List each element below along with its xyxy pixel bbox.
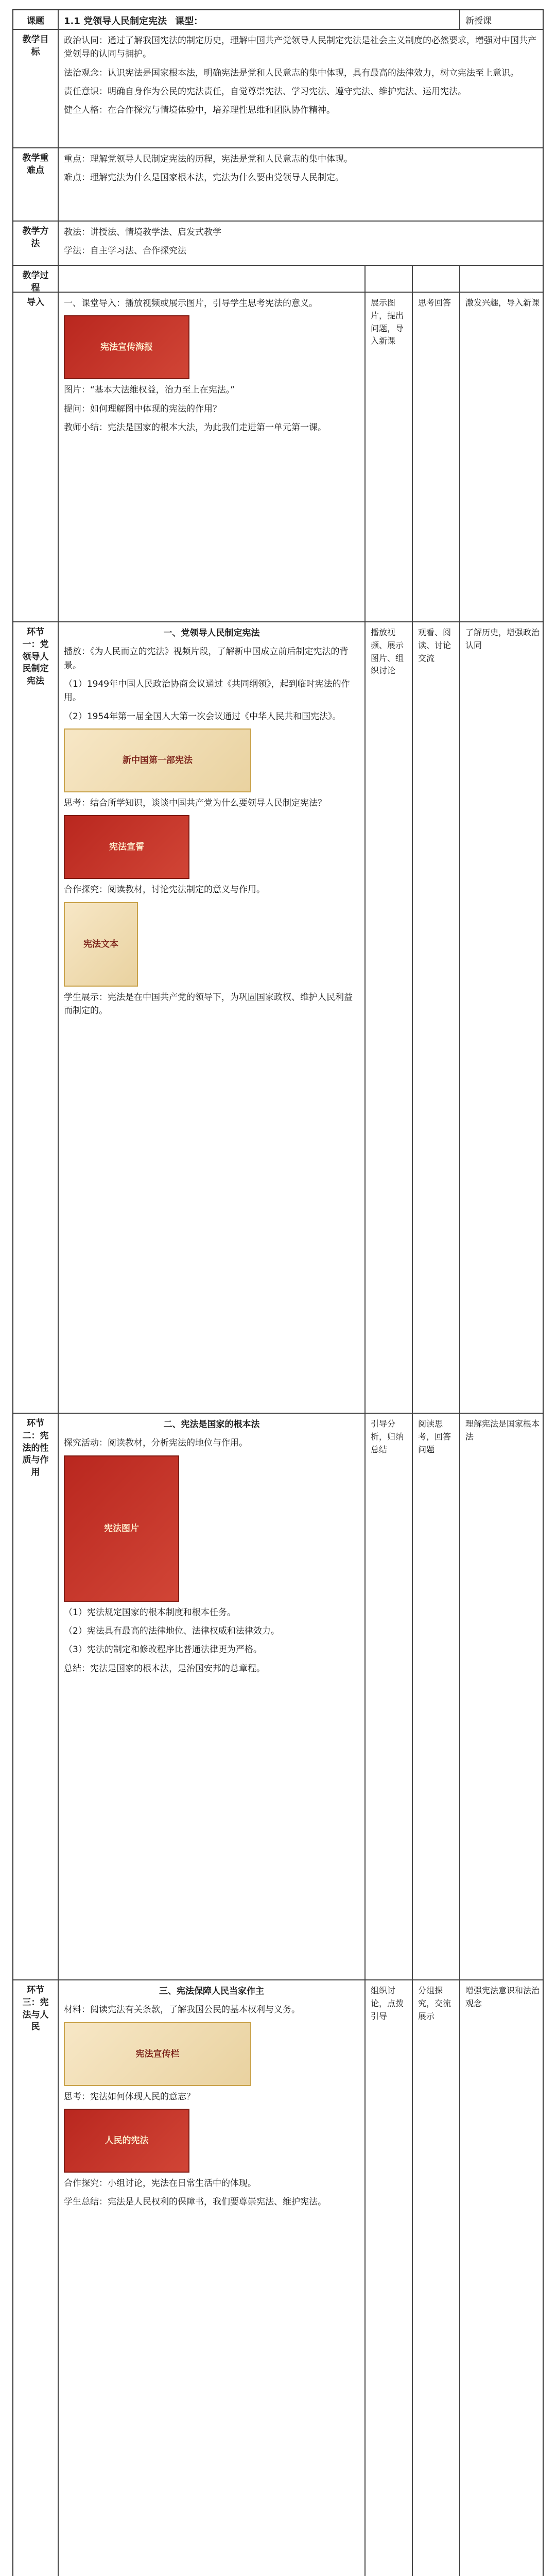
section3-teacher: 组织讨论，点拨引导 [366, 1980, 413, 2576]
section3-image-2 [64, 2109, 189, 2173]
table-grid [13, 10, 543, 2576]
section3-line: 学生总结：宪法是人民权利的保障书，我们要尊崇宪法、维护宪法。 [64, 2197, 326, 2208]
section2-row [13, 1414, 543, 1980]
section1-title: 一、党领导人民制定宪法 [163, 628, 260, 638]
keypoint-item: 重点：理解党领导人民制定宪法的历程，宪法是党和人民意志的集中体现。 [64, 154, 353, 164]
section1-image-1-caption: 新中国第一部宪法 [123, 755, 193, 766]
objectives-content [59, 30, 543, 147]
section2-line: 总结：宪法是国家的根本法，是治国安邦的总章程。 [64, 1663, 265, 1674]
section3-line: 合作探究：小组讨论，宪法在日常生活中的体现。 [64, 2178, 256, 2189]
intro-content [59, 293, 366, 621]
intro-student: 思考回答 [413, 293, 460, 621]
objective-item: 政治认同：通过了解我国宪法的制定历史，理解中国共产党领导人民制定宪法是社会主义制度的必然要求，增强对中国共产党领导的认同与拥护。 [64, 36, 536, 60]
intro-line: 教师小结：宪法是国家的根本大法，为此我们走进第一单元第一课。 [64, 422, 326, 433]
objectives-row [13, 30, 543, 148]
intro-image-caption: 宪法宣传海报 [100, 342, 153, 353]
section1-image-3 [64, 902, 138, 987]
section3-row [13, 1980, 543, 2576]
objective-item: 健全人格：在合作探究与情境体验中，培养理性思维和团队协作精神。 [64, 105, 335, 116]
section1-image-2 [64, 815, 189, 879]
section2-title: 二、宪法是国家的根本法 [163, 1419, 260, 1430]
intro-label: 导入 [13, 293, 59, 621]
section3-label: 环节三：宪法与人民 [13, 1980, 59, 2576]
section1-line: （1）1949年中国人民政治协商会议通过《共同纲领》，起到临时宪法的作用。 [64, 679, 350, 703]
intro-image [64, 315, 189, 379]
section1-image-2-caption: 宪法宣誓 [109, 842, 144, 853]
intro-line: 一、课堂导入：播放视频或展示图片，引导学生思考宪法的意义。 [64, 298, 318, 309]
section1-line: 合作探究：阅读教材，讨论宪法制定的意义与作用。 [64, 885, 265, 895]
keypoint-item: 难点：理解宪法为什么是国家根本法，宪法为什么要由党领导人民制定。 [64, 173, 344, 183]
section2-intent: 理解宪法是国家根本法 [465, 1419, 540, 1442]
section2-student: 阅读思考，回答问题 [413, 1414, 460, 1979]
method-item: 教法：讲授法、情境教学法、启发式教学 [64, 227, 221, 238]
section2-image-caption: 宪法图片 [104, 1523, 139, 1534]
section2-teacher: 引导分析，归纳总结 [366, 1414, 413, 1979]
section1-content [59, 622, 366, 1413]
section1-image-3-caption: 宪法文本 [83, 939, 118, 950]
intro-row [13, 293, 543, 622]
objective-item: 责任意识：明确自身作为公民的宪法责任，自觉尊崇宪法、学习宪法、遵守宪法、维护宪法、运用宪法。 [64, 87, 466, 97]
lesson-title: 1.1 党领导人民制定宪法 [64, 16, 167, 27]
section2-line: （3）宪法的制定和修改程序比普通法律更为严格。 [64, 1645, 262, 1655]
process-spacer [413, 266, 460, 292]
section1-line: 播放：《为人民而立的宪法》视频片段，了解新中国成立前后制定宪法的背景。 [64, 647, 349, 671]
process-spacer [366, 266, 413, 292]
section3-student: 分组探究，交流展示 [413, 1980, 460, 2576]
section2-content [59, 1414, 366, 1979]
title-cell [59, 10, 460, 29]
section1-line: 思考：结合所学知识，谈谈中国共产党为什么要领导人民制定宪法？ [64, 798, 326, 809]
section3-line: 材料：阅读宪法有关条款，了解我国公民的基本权利与义务。 [64, 2005, 300, 2015]
section1-label: 环节一：党领导人民制定宪法 [13, 622, 59, 1413]
keypoints-content [59, 148, 543, 221]
section1-image-1 [64, 728, 251, 792]
intro-teacher: 展示图片，提出问题，导入新课 [366, 293, 413, 621]
header-row [13, 10, 543, 30]
lesson-plan-table [12, 9, 544, 2576]
process-label: 教学过程 [13, 266, 59, 292]
intro-line: 图片：“基本大法维权益，治力至上在宪法。” [64, 385, 235, 396]
section2-line: （2）宪法具有最高的法律地位、法律权威和法律效力。 [64, 1626, 280, 1637]
section1-intent: 了解历史，增强政治认同 [465, 628, 540, 650]
section3-intent: 增强宪法意识和法治观念 [465, 1986, 540, 2008]
process-header-row [13, 266, 543, 293]
keypoints-label: 教学重难点 [13, 148, 59, 221]
objective-item: 法治观念：认识宪法是国家根本法，明确宪法是党和人民意志的集中体现，具有最高的法律效力，树立宪法至上意识。 [64, 67, 519, 78]
keypoints-row [13, 148, 543, 222]
process-spacer [59, 266, 366, 292]
section3-title: 三、宪法保障人民当家作主 [159, 1986, 264, 1996]
section3-image-1-caption: 宪法宣传栏 [135, 2048, 180, 2059]
methods-row [13, 222, 543, 266]
section1-row [13, 622, 543, 1414]
method-item: 学法：自主学习法、合作探究法 [64, 246, 186, 257]
methods-label: 教学方法 [13, 222, 59, 265]
section1-teacher: 播放视频、展示图片、组织讨论 [366, 622, 413, 1413]
section2-image [64, 1455, 179, 1602]
section1-line: （2）1954年第一届全国人大第一次会议通过《中华人民共和国宪法》。 [64, 711, 341, 722]
intro-line: 提问：如何理解图中体现的宪法的作用？ [64, 403, 221, 414]
lesson-type-value: 新授课 [465, 16, 492, 26]
section1-line: 学生展示：宪法是在中国共产党的领导下，为巩固国家政权、维护人民利益而制定的。 [64, 992, 353, 1016]
intro-intent: 激发兴趣，导入新课 [465, 298, 540, 308]
objectives-label: 教学目标 [13, 30, 59, 147]
methods-content [59, 222, 543, 265]
section3-image-2-caption: 人民的宪法 [105, 2135, 149, 2146]
section2-line: （1）宪法规定国家的根本制度和根本任务。 [64, 1607, 236, 1618]
section3-content [59, 1980, 366, 2576]
section1-student: 观看、阅读、讨论交流 [413, 622, 460, 1413]
title-meta [64, 14, 454, 29]
section2-line: 探究活动：阅读教材，分析宪法的地位与作用。 [64, 1438, 248, 1449]
section3-line: 思考：宪法如何体现人民的意志？ [64, 2091, 195, 2102]
process-spacer [460, 266, 545, 292]
section2-label: 环节二：宪法的性质与作用 [13, 1414, 59, 1979]
topic-label: 课题 [13, 10, 59, 29]
section3-image-1 [64, 2022, 251, 2086]
lesson-type-label: 课型： [175, 16, 203, 27]
